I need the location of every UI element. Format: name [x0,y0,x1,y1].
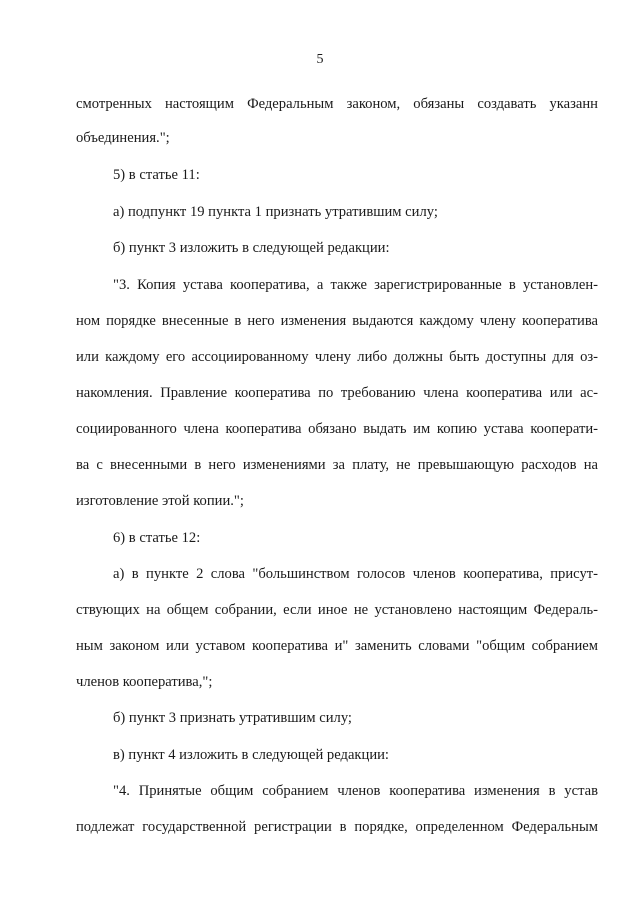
text-line: ным законом или уставом кооператива и" заменить словами "общим собранием [76,638,598,654]
text-line: изготовление этой копии."; [76,493,244,509]
text-line: ном порядке внесенные в него изменения выдаются каждому члену кооператива [76,313,598,329]
text-line: подлежат государственной регистрации в порядке, определенном Федеральным [76,819,598,835]
text-line: членов кооператива,"; [76,674,213,690]
text-line: или каждому его ассоциированному члену либо должны быть доступны для оз- [76,349,598,365]
text-line: накомления. Правление кооператива по требованию члена кооператива или ас- [76,385,598,401]
text-line: в) пункт 4 изложить в следующей редакции: [113,747,389,763]
text-line: 6) в статье 12: [113,530,201,546]
text-line: "3. Копия устава кооператива, а также зарегистрированные в установлен- [113,277,598,293]
text-line: б) пункт 3 признать утратившим силу; [113,710,352,726]
text-line: 5) в статье 11: [113,167,200,183]
text-line: ва с внесенными в него изменениями за плату, не превышающую расходов на [76,457,598,473]
text-line: а) подпункт 19 пункта 1 признать утратившим силу; [113,204,438,220]
text-line: социированного члена кооператива обязано выдать им копию устава кооперати- [76,421,598,437]
page-number: 5 [316,52,324,67]
text-line: "4. Принятые общим собранием членов кооператива изменения в устав [113,783,598,799]
text-line: смотренных настоящим Федеральным законом, обязаны создавать указанн [76,96,598,112]
text-line: б) пункт 3 изложить в следующей редакции: [113,240,390,256]
text-line: а) в пункте 2 слова "большинством голосов членов кооператива, присут- [113,566,598,582]
text-line: ствующих на общем собрании, если иное не установлено настоящим Федераль- [76,602,598,618]
text-line: объединения."; [76,130,170,146]
